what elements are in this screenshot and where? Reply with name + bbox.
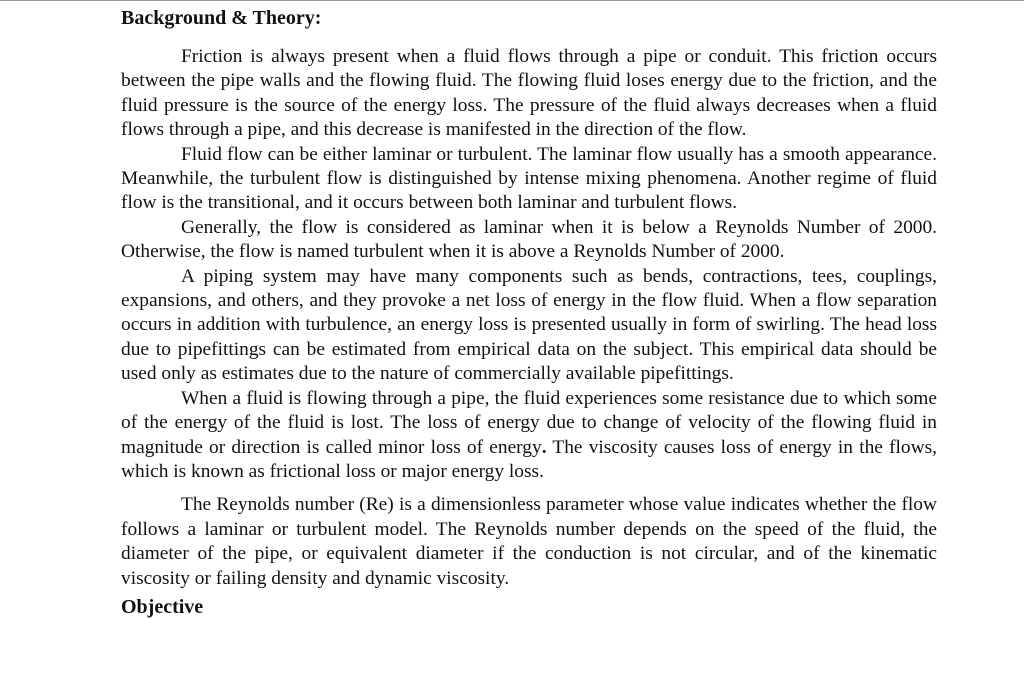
energy-loss-text-start: When a fluid is flowing through a pipe, the fluid experiences some resistance due to which some of the energy of the fluid is lost. The loss of energy due to change of velocity of the flowing fluid in magnitude or direction is called minor loss of energy [121, 387, 937, 458]
paragraph-energy-loss [121, 387, 937, 485]
page-top-border [0, 0, 1024, 1]
paragraph-friction: Friction is always present when a fluid flows through a pipe or conduit. This friction occurs between the pipe walls and the flowing fluid. The flowing fluid loses energy due to the friction, and the fluid pressure is the source of the energy loss. The pressure of the fluid always decreases when a fluid flows through a pipe, and this decrease is manifested in the direction of the flow. [121, 46, 937, 141]
section-heading: Background & Theory: [121, 7, 322, 29]
next-section-heading: Objective [121, 595, 204, 618]
energy-loss-bold-period: . [541, 436, 547, 458]
paragraph-flow-regimes: Fluid flow can be either laminar or turbulent. The laminar flow usually has a smooth appearance. Meanwhile, the turbulent flow is distinguished by intense mixing phenomena. Another regime of fluid flow is the transitional, and it occurs between both laminar and turbulent flows. [121, 143, 937, 214]
paragraph-pipefittings: A piping system may have many components such as bends, contractions, tees, couplings, expansions, and others, and they provoke a net loss of energy in the flow fluid. When a flow separation occurs in addition with turbulence, an energy loss is presented usually in form of swirling. The head loss due to pipefittings can be estimated from empirical data on the subject. This empirical data should be used only as estimates due to the nature of commercially available pipefittings. [121, 265, 937, 385]
paragraph-reynolds-number: The Reynolds number (Re) is a dimensionless parameter whose value indicates whether the flow follows a laminar or turbulent model. The Reynolds number depends on the speed of the fluid, the diameter of the pipe, or equivalent diameter if the conduction is not circular, and of the kinematic viscosity or failing density and dynamic viscosity. [121, 494, 937, 589]
document-page [121, 6, 937, 619]
paragraph-reynolds-threshold: Generally, the flow is considered as laminar when it is below a Reynolds Number of 2000. Otherwise, the flow is named turbulent when it is above a Reynolds Number of 2000. [121, 216, 937, 263]
energy-loss-text-end: The viscosity causes loss of energy in the flows, which is known as frictional loss or major energy loss. [121, 436, 938, 482]
